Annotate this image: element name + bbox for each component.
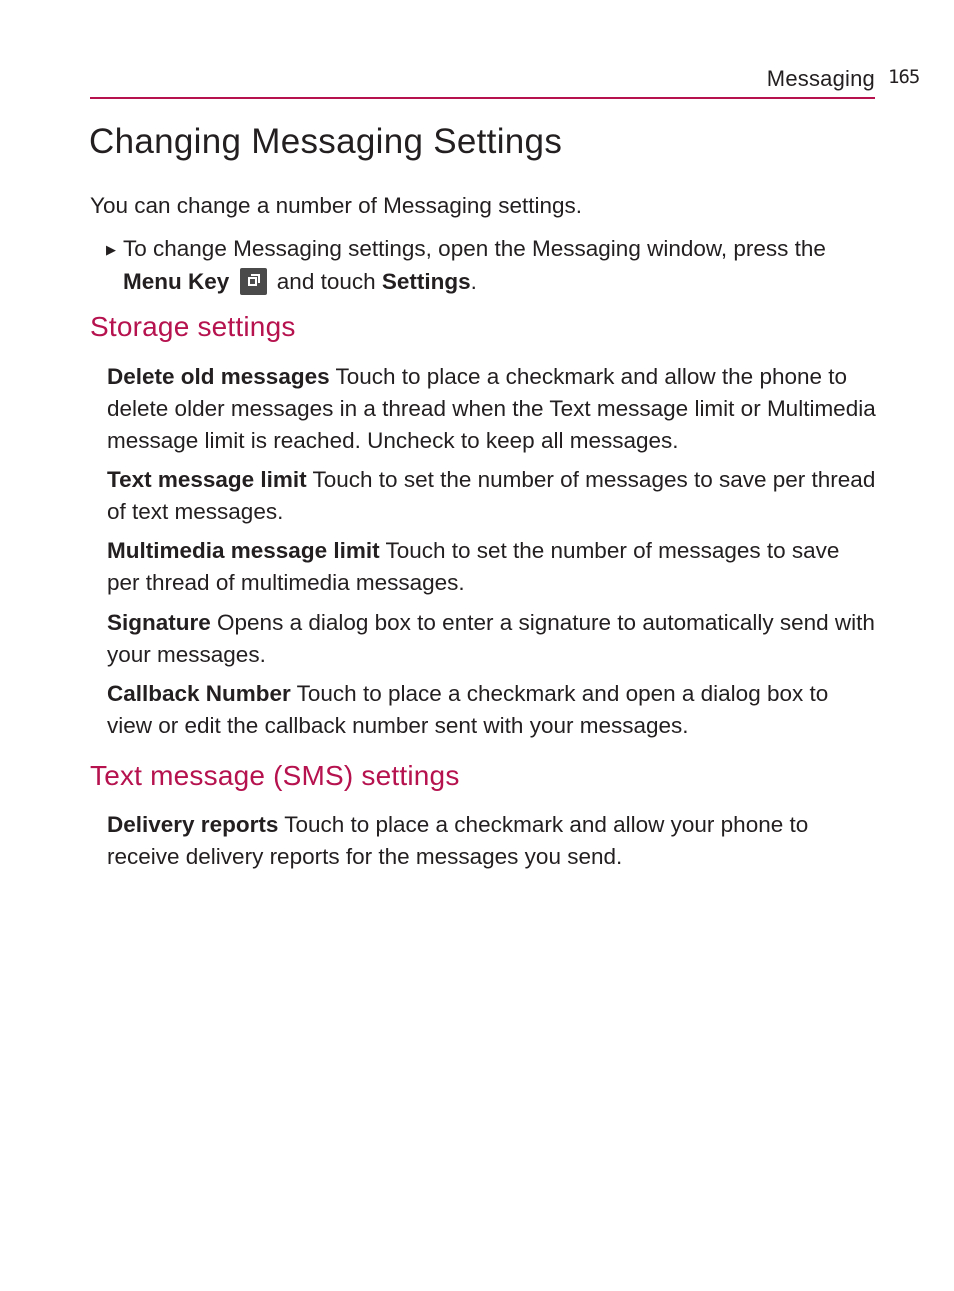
step-text-middle: and touch (270, 269, 382, 294)
setting-callback-number (107, 678, 877, 742)
setting-description: Touch to place a checkmark and allow the phone to delete older messages in a thread when the Text message limit or Multimedia message limit is reached. Uncheck to keep all messages. (107, 364, 876, 453)
setting-description: Touch to place a checkmark and open a dialog box to view or edit the callback number sent with your messages. (107, 681, 829, 738)
page-title: Changing Messaging Settings (89, 122, 563, 161)
sms-settings-heading: Text message (SMS) settings (90, 760, 460, 791)
instruction-step (106, 232, 876, 298)
setting-description: Opens a dialog box to enter a signature to automatically send with your messages. (107, 610, 875, 667)
setting-term: Signature (107, 610, 211, 635)
setting-signature (107, 607, 877, 671)
storage-settings-heading: Storage settings (90, 311, 296, 342)
instruction-step-body (106, 232, 876, 298)
setting-description: Touch to place a checkmark and allow your phone to receive delivery reports for the messages you send. (107, 812, 809, 869)
setting-term: Multimedia message limit (107, 538, 380, 563)
step-text-end: . (470, 269, 477, 294)
menu-key-icon (240, 268, 267, 295)
setting-term: Callback Number (107, 681, 291, 706)
step-text-before: To change Messaging settings, open the Messaging window, press the (123, 236, 826, 261)
page-header (90, 60, 875, 99)
setting-delete-old-messages (107, 361, 877, 457)
menu-key-label: Menu Key (123, 269, 230, 294)
setting-term: Delete old messages (107, 364, 330, 389)
setting-multimedia-message-limit (107, 535, 877, 599)
setting-description: Touch to set the number of messages to save per thread of multimedia messages. (107, 538, 840, 595)
setting-delivery-reports (107, 809, 877, 873)
settings-label: Settings (381, 269, 471, 294)
intro-text: You can change a number of Messaging settings. (90, 193, 582, 218)
page-number: 165 (888, 66, 920, 88)
setting-description: Touch to set the number of messages to save per thread of text messages. (107, 467, 876, 524)
bullet-arrow-icon: ▶ (106, 242, 116, 257)
header-section-title: Messaging (766, 66, 875, 91)
setting-term: Text message limit (107, 467, 307, 492)
setting-term: Delivery reports (107, 812, 279, 837)
setting-text-message-limit (107, 464, 877, 528)
